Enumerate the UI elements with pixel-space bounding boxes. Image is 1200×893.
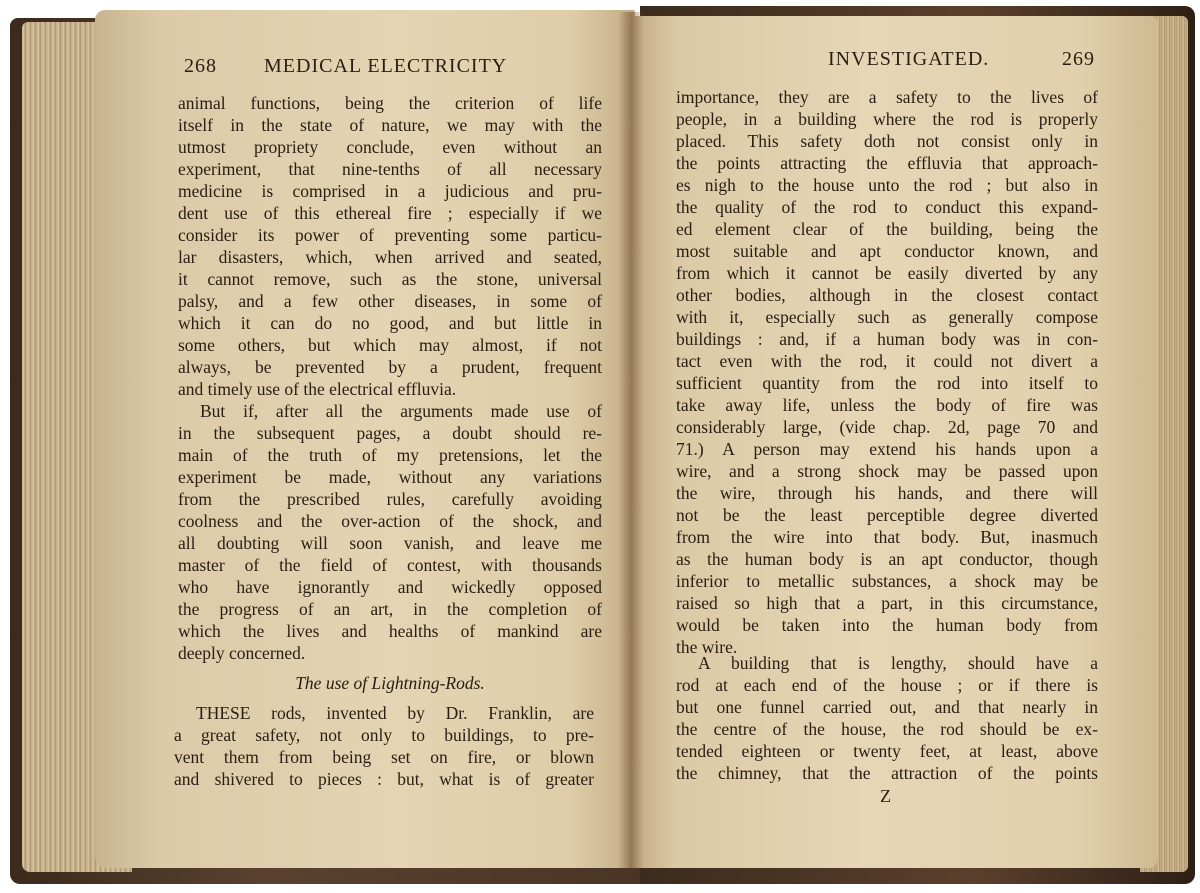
text-line: 71.) A person may extend his hands upon a <box>676 439 1098 459</box>
text-line: consider its power of preventing some particu- <box>178 225 602 245</box>
text-line: ed element clear of the building, being the <box>676 219 1098 239</box>
right-page-number: 269 <box>1062 48 1095 70</box>
text-line: which it can do no good, and but little in <box>178 313 602 333</box>
text-line: from which it cannot be easily diverted by any <box>676 263 1098 283</box>
text-line: would be taken into the human body from <box>676 615 1098 635</box>
text-line: But if, after all the arguments made use of <box>200 401 602 421</box>
text-line: medicine is comprised in a judicious and pru- <box>178 181 602 201</box>
text-line: utmost propriety conclude, even without an <box>178 137 602 157</box>
text-line: not be the least perceptible degree diverted <box>676 505 1098 525</box>
text-line: the wire. <box>676 637 738 657</box>
text-line: es nigh to the house unto the rod ; but also in <box>676 175 1098 195</box>
text-line: deeply concerned. <box>178 643 306 663</box>
text-line: rod at each end of the house ; or if there is <box>676 675 1098 695</box>
signature-mark: Z <box>880 786 891 806</box>
text-line: a great safety, not only to buildings, to pre- <box>174 725 594 745</box>
text-line: master of the field of contest, with thousands <box>178 555 602 575</box>
text-line: A building that is lengthy, should have a <box>698 653 1098 673</box>
text-line: coolness and the over-action of the shock, and <box>178 511 602 531</box>
left-page-number: 268 <box>184 55 217 77</box>
text-line: itself in the state of nature, we may with the <box>178 115 602 135</box>
text-line: placed. This safety doth not consist only in <box>676 131 1098 151</box>
section-heading-wrap <box>178 672 602 694</box>
text-line: the centre of the house, the rod should be ex- <box>676 719 1098 739</box>
text-line: vent them from being set on fire, or blown <box>174 747 594 767</box>
text-line: tended eighteen or twenty feet, at least, above <box>676 741 1098 761</box>
text-line: sufficient quantity from the rod into itself to <box>676 373 1098 393</box>
text-line: buildings : and, if a human body was in con- <box>676 329 1098 349</box>
text-line: raised so high that a part, in this circumstance, <box>676 593 1098 613</box>
text-line: experiment, that nine-tenths of all necessary <box>178 159 602 179</box>
text-line: inferior to metallic substances, a shock may be <box>676 571 1098 591</box>
text-line: all doubting will soon vanish, and leave me <box>178 533 602 553</box>
right-page-body-2 <box>676 652 1098 784</box>
right-running-head: INVESTIGATED. <box>828 48 990 70</box>
text-line: as the human body is an apt conductor, though <box>676 549 1098 569</box>
text-line: always, be prevented by a prudent, frequent <box>178 357 602 377</box>
text-line: animal functions, being the criterion of life <box>178 93 602 113</box>
text-line: dent use of this ethereal fire ; especially if we <box>178 203 602 223</box>
text-line: main of the truth of my pretensions, let the <box>178 445 602 465</box>
text-line: the points attracting the effluvia that approach- <box>676 153 1098 173</box>
text-line: some others, but which may almost, if not <box>178 335 602 355</box>
text-line: lar disasters, which, when arrived and seated, <box>178 247 602 267</box>
text-line: THESE rods, invented by Dr. Franklin, are <box>196 703 594 723</box>
text-line: importance, they are a safety to the lives of <box>676 87 1098 107</box>
text-line: most suitable and apt conductor known, and <box>676 241 1098 261</box>
left-running-head: MEDICAL ELECTRICITY <box>264 55 508 77</box>
text-line: the chimney, that the attraction of the points <box>676 763 1098 783</box>
text-line: experiment be made, without any variations <box>178 467 602 487</box>
text-line: in the subsequent pages, a doubt should re- <box>178 423 602 443</box>
text-line: the progress of an art, in the completion of <box>178 599 602 619</box>
left-page-section-body <box>174 702 594 790</box>
section-heading: The use of Lightning-Rods. <box>295 673 485 693</box>
text-line: who have ignorantly and wickedly opposed <box>178 577 602 597</box>
text-line: take away life, unless the body of fire was <box>676 395 1098 415</box>
book-gutter <box>618 12 644 868</box>
text-line: and timely use of the electrical effluvia. <box>178 379 457 399</box>
text-line: from the prescribed rules, carefully avoiding <box>178 489 602 509</box>
text-line: the quality of the rod to conduct this expand- <box>676 197 1098 217</box>
text-line: from the wire into that body. But, inasmuch <box>676 527 1098 547</box>
text-line: and shivered to pieces : but, what is of greater <box>174 769 594 789</box>
text-line: but one funnel carried out, and that nearly in <box>676 697 1098 717</box>
right-page-body <box>676 86 1098 658</box>
text-line: which the lives and healths of mankind are <box>178 621 602 641</box>
text-line: palsy, and a few other diseases, in some of <box>178 291 602 311</box>
text-line: tact even with the rod, it could not divert a <box>676 351 1098 371</box>
text-line: considerably large, (vide chap. 2d, page 70 and <box>676 417 1098 437</box>
text-line: wire, and a strong shock may be passed upon <box>676 461 1098 481</box>
text-line: people, in a building where the rod is properly <box>676 109 1098 129</box>
text-line: other bodies, although in the closest contact <box>676 285 1098 305</box>
left-page-body <box>178 92 602 664</box>
text-line: the wire, through his hands, and there will <box>676 483 1098 503</box>
text-line: with it, especially such as generally compose <box>676 307 1098 327</box>
text-line: it cannot remove, such as the stone, universal <box>178 269 602 289</box>
